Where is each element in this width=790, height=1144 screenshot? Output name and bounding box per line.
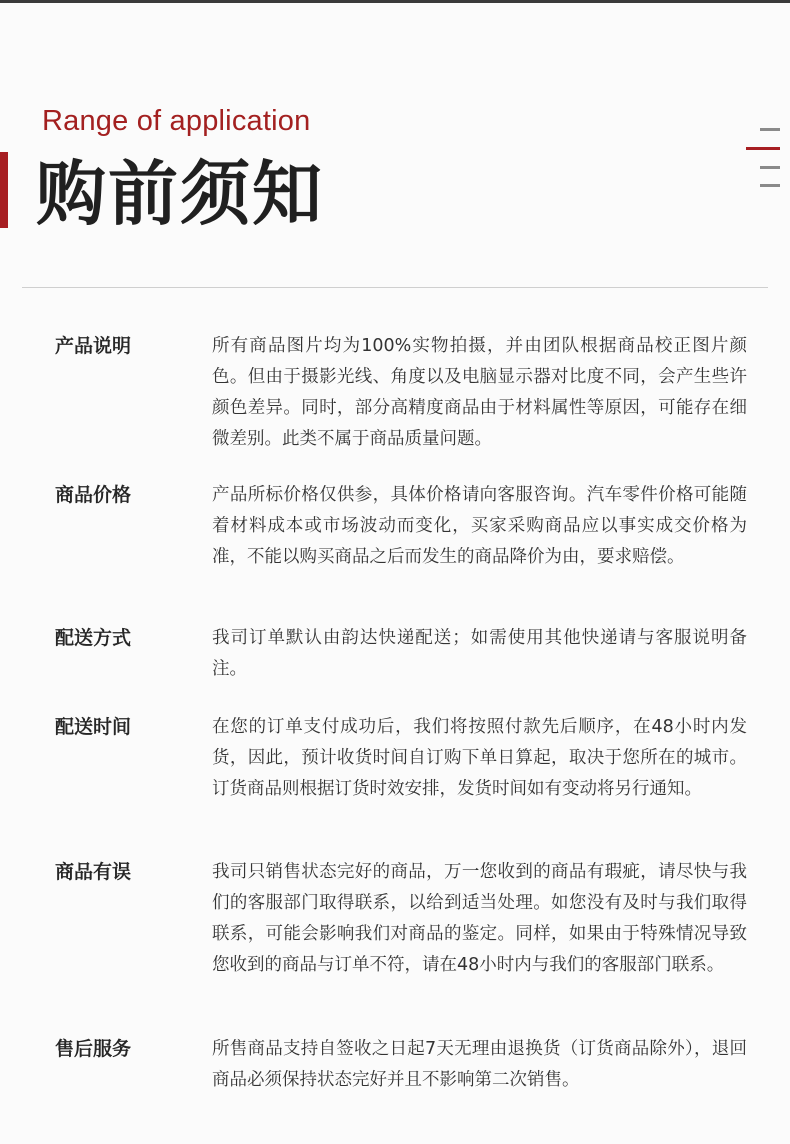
section-subtitle: Range of application bbox=[42, 105, 311, 137]
notice-text: 所售商品支持自签收之日起7天无理由退换货（订货商品除外），退回商品必须保持状态完好并且不影响第二次销售。 bbox=[212, 1039, 747, 1090]
notice-label: 商品价格 bbox=[55, 484, 132, 506]
notice-text: 在您的订单支付成功后，我们将按照付款先后顺序，在48小时内发货，因此，预计收货时间自订购下单日算起，取决于您所在的城市。订货商品则根据订货时效安排，发货时间如有变动将另行通知。 bbox=[212, 717, 747, 799]
page-title: 购前须知 bbox=[36, 153, 324, 235]
notice-text: 我司只销售状态完好的商品，万一您收到的商品有瑕疵，请尽快与我们的客服部门取得联系，以给到适当处理。如您没有及时与我们取得联系，可能会影响我们对商品的鉴定。同样，如果由于特殊情况导致您收到的商品与订单不符，请在48小时内与我们的客服部门联系。 bbox=[212, 862, 747, 975]
notice-text: 所有商品图片均为100%实物拍摄，并由团队根据商品校正图片颜色。但由于摄影光线、角度以及电脑显示器对比度不同，会产生些许颜色差异。同时，部分高精度商品由于材料属性等原因，可能存在细微差别。此类不属于商品质量问题。 bbox=[212, 336, 747, 449]
menu-icon[interactable] bbox=[746, 126, 782, 190]
notice-text: 我司订单默认由韵达快递配送；如需使用其他快递请与客服说明备注。 bbox=[212, 628, 747, 679]
menu-icon-line bbox=[760, 184, 780, 187]
notice-label: 配送时间 bbox=[55, 716, 132, 738]
title-accent-bar bbox=[0, 152, 8, 228]
notice-label: 配送方式 bbox=[55, 627, 132, 649]
menu-icon-line bbox=[760, 166, 780, 169]
notice-label: 售后服务 bbox=[55, 1038, 132, 1060]
menu-icon-line bbox=[760, 128, 780, 131]
header-divider bbox=[22, 287, 768, 288]
notice-label: 产品说明 bbox=[55, 335, 132, 357]
menu-icon-line-active bbox=[746, 147, 780, 150]
notice-label: 商品有误 bbox=[55, 861, 132, 883]
top-border bbox=[0, 0, 790, 3]
notice-text: 产品所标价格仅供参，具体价格请向客服咨询。汽车零件价格可能随着材料成本或市场波动而变化，买家采购商品应以事实成交价格为准，不能以购买商品之后而发生的商品降价为由，要求赔偿。 bbox=[212, 485, 747, 567]
